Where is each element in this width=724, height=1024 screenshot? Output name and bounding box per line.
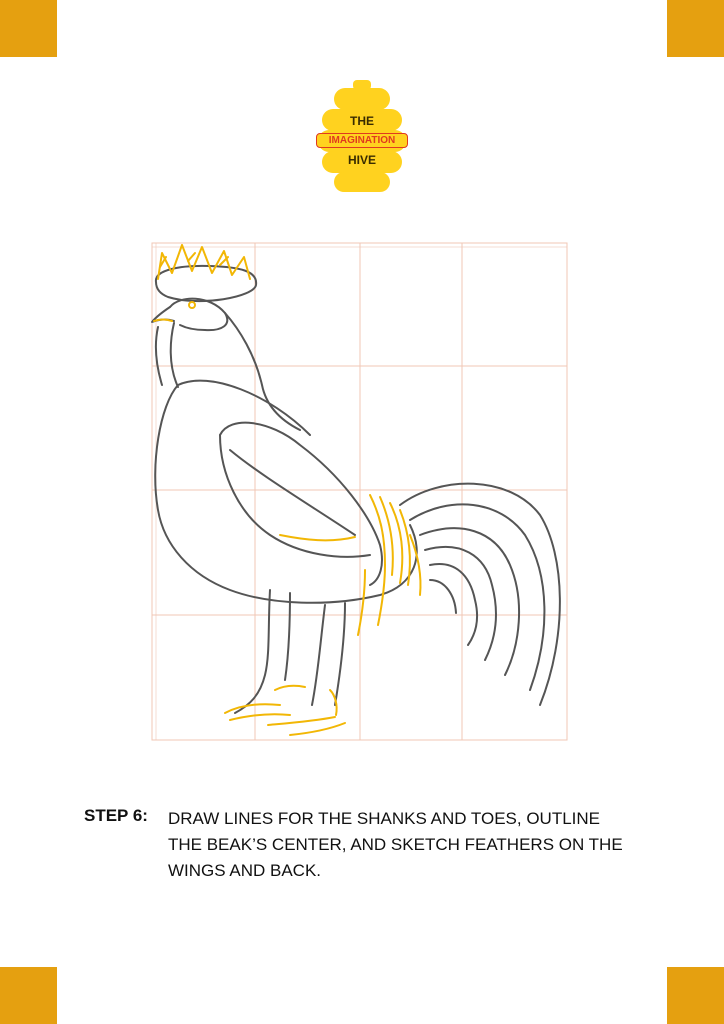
corner-decoration-top-right	[667, 0, 724, 57]
drawing-grid	[152, 243, 567, 740]
logo-text-imagination: IMAGINATION	[316, 133, 408, 148]
rooster-drawing	[140, 235, 580, 755]
step-instructions: DRAW LINES FOR THE SHANKS AND TOES, OUTLINE THE BEAK’S CENTER, AND SKETCH FEATHERS ON THE WINGS AND BACK.	[168, 809, 623, 880]
logo-text-hive: HIVE	[347, 153, 376, 167]
corner-decoration-bottom-right	[667, 967, 724, 1024]
step-number: STEP 6:	[84, 806, 148, 825]
rooster-outline	[152, 266, 560, 713]
logo-text-the: THE	[350, 114, 374, 128]
corner-decoration-top-left	[0, 0, 57, 57]
imagination-hive-logo	[304, 78, 420, 194]
corner-decoration-bottom-left	[0, 967, 57, 1024]
